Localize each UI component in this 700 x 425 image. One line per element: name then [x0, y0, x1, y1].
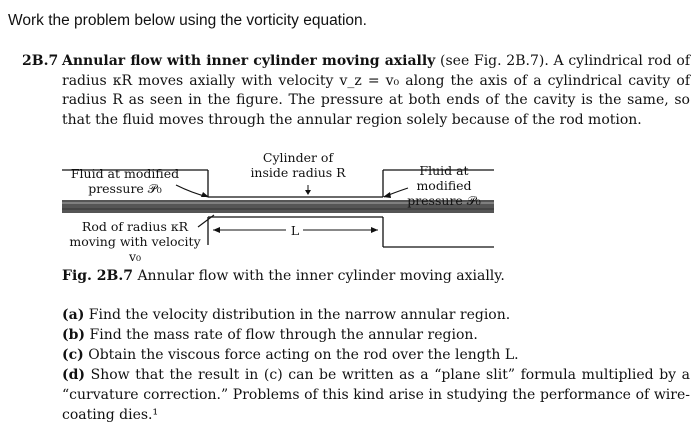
label-right-fluid: Fluid at modified pressure 𝒫₀ [407, 163, 481, 208]
part-a-text: Find the velocity distribution in the narrow annular region. [88, 307, 511, 323]
problem-parts [62, 305, 690, 425]
label-cylinder: Cylinder of inside radius R [250, 150, 346, 180]
label-rod: Rod of radius κR moving with velocity v₀ [69, 219, 201, 264]
part-c-label: (c) [62, 347, 84, 363]
caption-label: Fig. 2B.7 [62, 268, 133, 284]
part-a-label: (a) [62, 307, 85, 323]
part-c [62, 345, 690, 365]
label-length: L [290, 223, 300, 238]
problem-body [62, 52, 690, 130]
problem-number: 2B.7 [22, 53, 59, 69]
part-b-label: (b) [62, 327, 86, 343]
problem-title: Annular flow with inner cylinder moving axially [62, 53, 436, 69]
instruction-text: Work the problem below using the vorticity equation. [8, 12, 367, 29]
part-b [62, 325, 690, 345]
part-d [62, 365, 690, 425]
label-left-fluid: Fluid at modified pressure 𝒫₀ [70, 166, 180, 196]
part-c-text: Obtain the viscous force acting on the rod over the length L. [88, 347, 519, 363]
part-d-text: Show that the result in (c) can be written as a “plane slit” formula multiplied by a “curvature correction.” Problems of this kind arise in studying the performance of wire-coating dies.¹ [62, 367, 691, 423]
problem-text: (see Fig. 2B.7). A cylindrical rod of radius κR moves axially with velocity v_z = v₀ along the axis of a cylindrical cavity of radius R as seen in the figure. The pressure at both ends of the cavity is the same, so that the fluid moves through the annular region solely because of the rod motion. [62, 53, 690, 128]
part-d-label: (d) [62, 367, 86, 383]
caption-text: Annular flow with the inner cylinder moving axially. [137, 268, 505, 284]
part-b-text: Find the mass rate of flow through the annular region. [89, 327, 478, 343]
part-a [62, 305, 690, 325]
figure-caption [62, 268, 505, 284]
figure-2b7 [58, 145, 498, 264]
problem-statement [22, 52, 690, 130]
